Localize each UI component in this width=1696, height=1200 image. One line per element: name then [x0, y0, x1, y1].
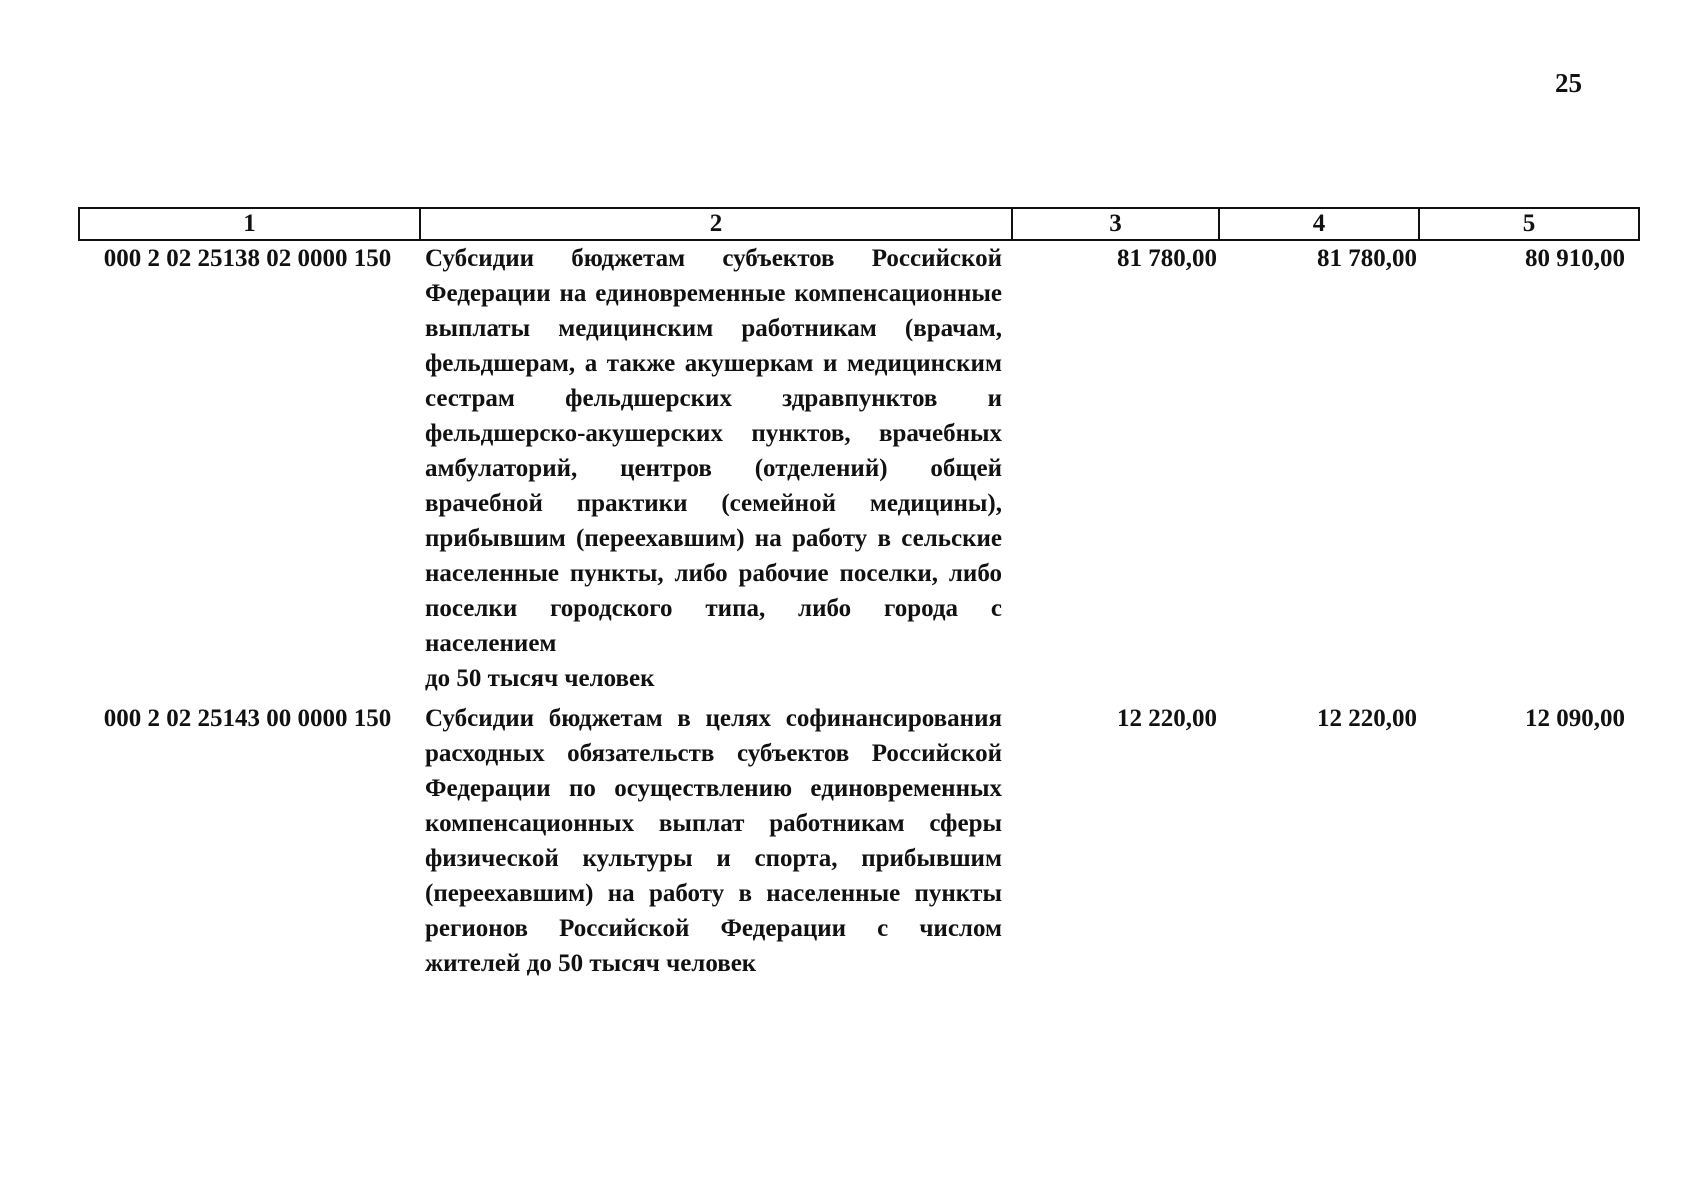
description-tail: до 50 тысяч человек: [425, 665, 655, 692]
column-header-1: 1: [79, 208, 420, 240]
header-row: [79, 208, 1639, 240]
row-description: [420, 240, 1012, 696]
amount-col4: 81 780,00: [1317, 245, 1417, 272]
budget-code: 000 2 02 25138 02 0000 150: [103, 245, 392, 272]
column-header-2: 2: [420, 208, 1012, 240]
row-description: [420, 696, 1012, 981]
amount-col5: 12 090,00: [1525, 705, 1625, 732]
column-header-4: 4: [1219, 208, 1419, 240]
table-row: [79, 240, 1639, 696]
description-text: Субсидии бюджетам субъектов Российской Федерации на единовременные компенсационные выплаты медицинским работникам (врачам, фельдшерам, а также акушеркам и медицинским сестрам фельдшерских здравпунктов и фельдшерско-акушерских пунктов, врачебных амбулаторий, центров (отделений) общей врачебной практики (семейной медицины), прибывшим (переехавшим) на работу в сельские населенные пункты, либо рабочие поселки, либо поселки городского типа, либо города с населением: [425, 245, 1002, 657]
budget-table: [78, 207, 1640, 981]
amount-col4: 12 220,00: [1317, 705, 1417, 732]
table-row: [79, 696, 1639, 981]
amount-col3: 81 780,00: [1117, 245, 1217, 272]
page-number: 25: [1555, 68, 1582, 98]
budget-code: 000 2 02 25143 00 0000 150: [103, 705, 392, 732]
amount-col3: 12 220,00: [1117, 705, 1217, 732]
column-header-3: 3: [1012, 208, 1219, 240]
amount-col5: 80 910,00: [1525, 245, 1625, 272]
column-header-5: 5: [1419, 208, 1639, 240]
description-text: Субсидии бюджетам в целях софинансирования расходных обязательств субъектов Российской Федерации по осуществлению единовременных компенсационных выплат работникам сферы физической культуры и спорта, прибывшим (переехавшим) на работу в населенные пункты регионов Российской Федерации с числом жителей до 50 тысяч человек: [425, 705, 1002, 977]
